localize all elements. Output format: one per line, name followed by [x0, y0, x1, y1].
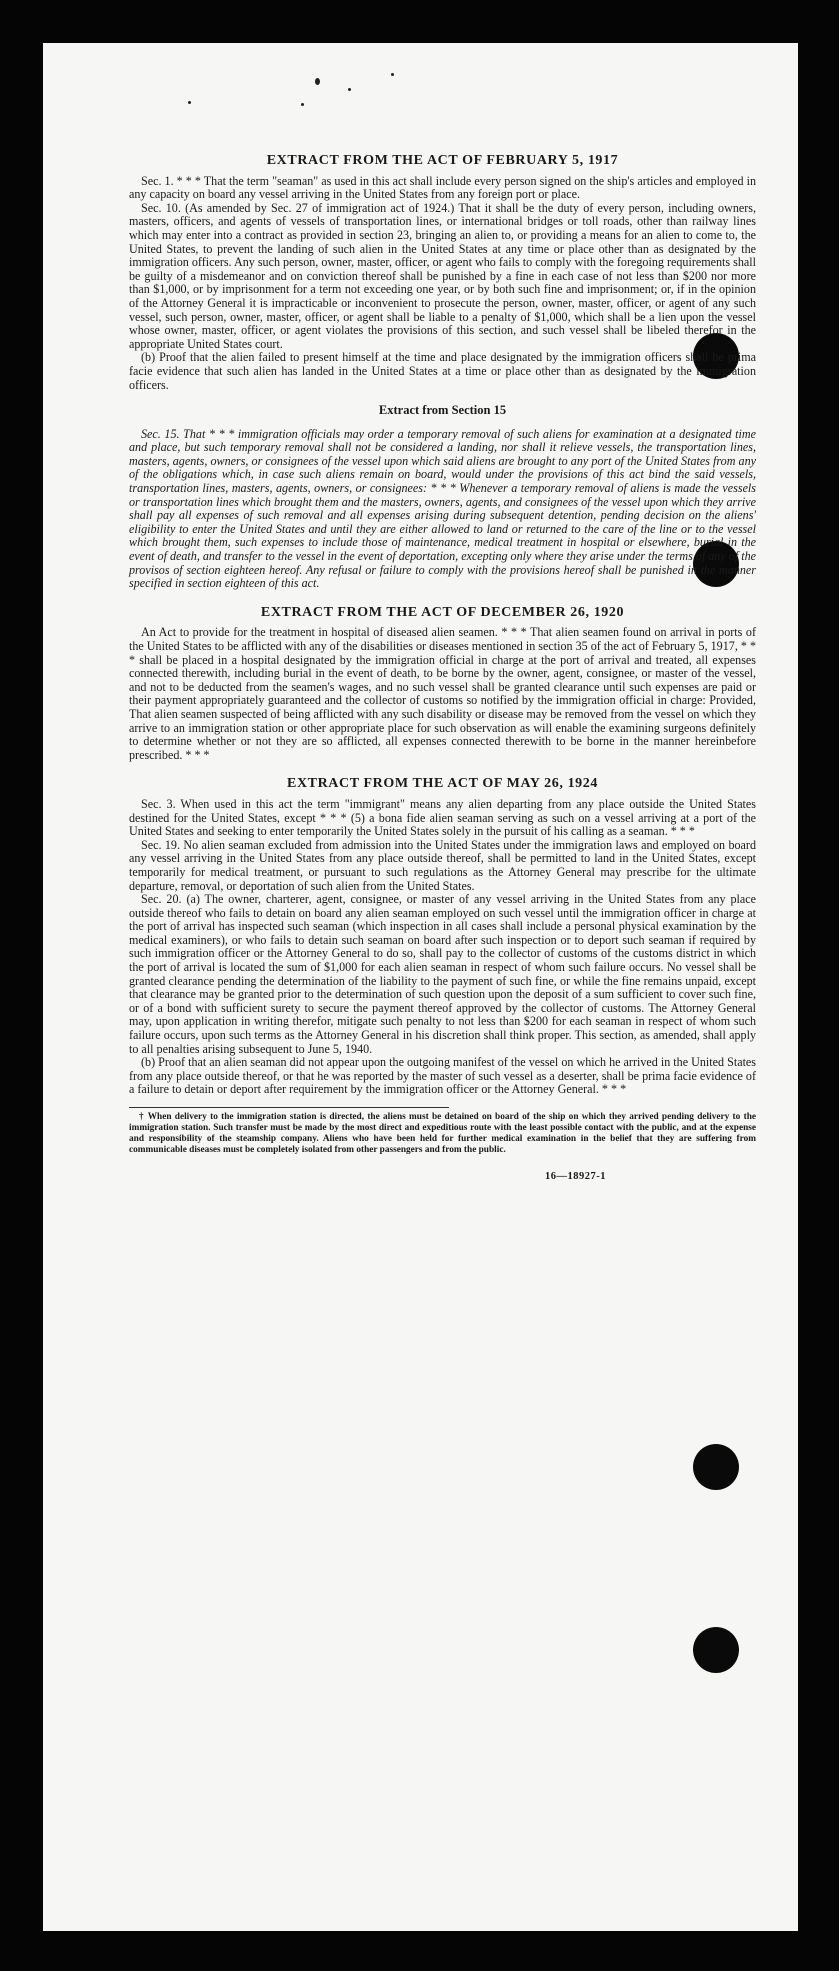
paragraph-section-15: Sec. 15. That * * * immigration officials may order a temporary removal of such aliens for examination at a designated time and place, but such temporary removal shall not be considered a landing, nor shall it relieve vessels, the transportation lines, masters, agents, owners, or consignees of the vessel upon which said aliens are brought to any port of the United States from any of the obligations which, in case such aliens remain on board, would under the provisions of this act bind the said vessels, transportation lines, masters, agents, owners, or consignees: * * * Whenever a temporary removal of aliens is made the vessels or transportation lines which brought them and the masters, owners, agents, and consignees of the vessel upon which they arrive shall pay all expenses of such removal and all expenses arising during subsequent detention, pending decision on the aliens' eligibility to enter the United States and until they are either allowed to land or returned to the care of the line or to the vessel which brought them, such expenses to include those of maintenance, medical treatment in hospital or elsewhere, burial in the event of death, and transfer to the vessel in the event of deportation, excepting only where they arise under the terms of any of the provisos of section eighteen hereof. Any refusal or failure to comply with the provisions hereof shall be punished in the manner specified in section eighteen of this act.: [129, 426, 756, 591]
punch-hole: [693, 1444, 739, 1490]
paragraph-1924-sec-3: Sec. 3. When used in this act the term "immigrant" means any alien departing from any place outside the United States destined for the United States, except * * * (5) a bona fide alien seaman serving as such on a vessel arriving at a port of the United States and seeking to enter temporarily the United States solely in the pursuit of his calling as a seaman. * * *: [129, 796, 756, 839]
document-text: [129, 148, 756, 1184]
paragraph-1924-sec-20b: (b) Proof that an alien seaman did not appear upon the outgoing manifest of the vessel on which he arrived in the United States from any place outside thereof, or that he was reported by the master of such vessel as a deserter, shall be prima facie evidence of a failure to detain or deport after requirement by the immigration officer or the Attorney General. * * *: [129, 1055, 756, 1097]
paragraph-1924-sec-19: Sec. 19. No alien seaman excluded from admission into the United States under the immigration laws and employed on board any vessel arriving in the United States from any place outside thereof, shall be permitted to land in the United States, except temporarily for medical treatment, or pursuant to such regulations as the Attorney General may prescribe for the ultimate departure, removal, or deportation of such alien from the United States.: [129, 837, 756, 893]
paragraph-1917-sec-10: Sec. 10. (As amended by Sec. 27 of immigration act of 1924.) That it shall be the duty of every person, including owners, masters, officers, and agents of vessels of transportation lines, or international bridges or toll roads, other than railway lines which may enter into a contract as provided in section 23, bringing an alien to, or providing a means for an alien to come to, the United States, to prevent the landing of such alien in the United States at any time or place other than as designated by the immigration officers. Any such person, owner, master, officer, or agent who fails to comply with the foregoing requirements shall be guilty of a misdemeanor and on conviction thereof shall be punished by a fine in each case of not less than $200 nor more than $1,000, or by imprisonment for a term not exceeding one year, or by both such fine and imprisonment; or, if in the opinion of the Attorney General it is impracticable or inconvenient to prosecute the person, owner, master, officer, or agent of any such vessel, such person, owner, master, officer, or agent shall be liable to a penalty of $1,000, which shall be a lien upon the vessel whose owner, master, officer, or agent violates the provisions of this section, and such vessel shall be libeled therefor in the appropriate United States court.: [129, 200, 756, 351]
document-page: [43, 43, 798, 1931]
heading-act-1917: EXTRACT FROM THE ACT OF FEBRUARY 5, 1917: [266, 153, 619, 168]
paper-speck: [391, 73, 394, 76]
paragraph-1917-sec-1: Sec. 1. * * * That the term "seaman" as used in this act shall include every person signed on the ship's articles and employed in any capacity on board any vessel arriving in the United States from any foreign port or place.: [129, 173, 756, 202]
paragraph-1920: An Act to provide for the treatment in hospital of diseased alien seamen. * * * That alien seamen found on arrival in ports of the United States to be afflicted with any of the disabilities or diseases mentioned in section 35 of the act of February 5, 1917, * * * shall be placed in a hospital designated by the immigration official in charge at the port of arrival and treated, all expenses connected therewith, including burial in the event of death, to be borne by the owner, agent, consignee, or master of the vessel, and not to be deducted from the seamen's wages, and no such vessel shall be granted clearance until such expenses are paid or their payment appropriately guaranteed and the collector of customs so notified by the immigration official in charge: Provided, That alien seamen suspected of being afflicted with any such disability or disease may be removed from the vessel on which they arrive to an immigration station or other appropriate place for such observation as will enable the examining surgeons definitely to determine whether or not they are so afflicted, all expenses connected therewith to be borne in the manner hereinbefore prescribed. * * *: [129, 625, 756, 762]
heading-act-1920: EXTRACT FROM THE ACT OF DECEMBER 26, 1920: [260, 604, 625, 620]
punch-hole: [693, 1627, 739, 1673]
footnote: † When delivery to the immigration station is directed, the aliens must be detained on board of the ship on which they arrived pending delivery to the immigration station. Such transfer must be made by the most direct and expeditious route with the least possible contact with the public, and at the expense and responsibility of the steamship company. Aliens who have been held for further medical examination in the belief that they are suffering from communicable diseases must be completely isolated from other passengers and from the public.: [129, 1112, 756, 1155]
heading-act-1924: EXTRACT FROM THE ACT OF MAY 26, 1924: [287, 776, 598, 792]
paragraph-1924-sec-20a: Sec. 20. (a) The owner, charterer, agent, consignee, or master of any vessel arriving in the United States from any place outside thereof who fails to detain on board any alien seaman employed on such vessel until the immigration officer in charge at the port of arrival has inspected such seaman (which inspection in all cases shall include a personal physical examination by the medical examiners), or who fails to detain such seaman on board after such inspection or to deport such seaman if required by such immigration officer or the Attorney General to do so, shall pay to the collector of customs of the customs district in which the port of arrival is located the sum of $1,000 for each alien seaman in respect of whom such failure occurs. No vessel shall be granted clearance pending the determination of the liability to the payment of such fine, or while the fine remains unpaid, except that clearance may be granted prior to the determination of such question upon the deposit of a sum sufficient to cover such fine, or of a bond with sufficient surety to secure the payment thereof approved by the collector of customs. The Attorney General may, upon application in writing therefor, mitigate such penalty to not less than $200 for each seaman in respect of whom such failure occurs, upon such terms as the Attorney General in his discretion shall think proper. This section, as amended, shall apply to all penalties arising subsequent to June 5, 1940.: [129, 892, 756, 1056]
paper-speck: [315, 78, 320, 85]
paper-speck: [188, 101, 191, 104]
footnote-divider: [129, 1107, 449, 1108]
paper-speck: [348, 88, 351, 91]
subheading-section-15: Extract from Section 15: [378, 403, 507, 418]
paragraph-1917-sec-10b: (b) Proof that the alien failed to present himself at the time and place designated by the immigration officers shall be prima facie evidence that such alien has landed in the United States at a time or place other than as designated by the immigration officers.: [129, 350, 756, 392]
paper-speck: [301, 103, 304, 106]
form-number: 16—18927-1: [545, 1171, 606, 1182]
